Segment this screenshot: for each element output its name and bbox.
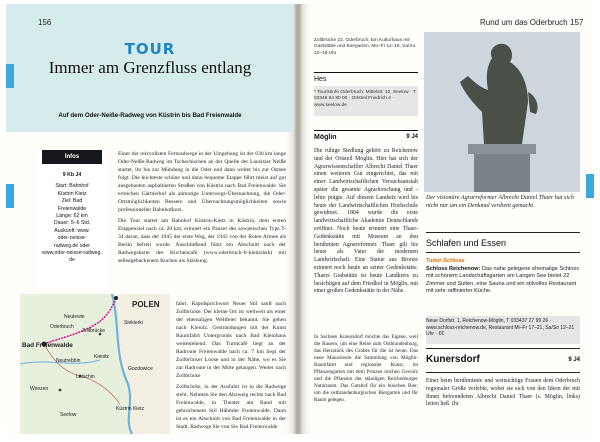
chapter-tab <box>6 64 14 88</box>
info-line: oder-neisse- <box>57 235 87 242</box>
divider <box>426 252 580 253</box>
info-line: de <box>69 257 75 264</box>
page-title: Immer am Grenzfluss entlang <box>48 58 252 77</box>
paragraph: Die Tour startet am Bahnhof Küstrin-Kietz in Küstrin, dem ersten Etappenziel nach ca. 20 km, erinnert ein Panzer des sowjetischen Typs T-34 daran, dass der 1945 der erste Weg, der 1945 von der Roten Armee als Berlin befreit wurde. Anschließend führt ein Abschnitt nach der Radwegskarte des Kirchencafé (www.oderbruch-fr-kientzbsk) mit selbstgebackenem Kuchen als Stärkung. <box>118 218 286 264</box>
map-country-label: POLEN <box>132 300 160 309</box>
info-line: Länge: 62 km <box>56 213 88 220</box>
left-page <box>6 4 294 434</box>
info-line: Start: Bahnhof <box>55 183 89 190</box>
map-label: Gozdowice <box>128 366 153 372</box>
map-ref: 9 J4 <box>568 357 580 363</box>
info-body <box>36 172 108 265</box>
map-label: Oderbruch <box>50 324 74 330</box>
lower-left-text: In Sachsen Kunersdorf möchte das Eigene, weil die Bauern, um eine Reise zum Ostbrandenburg, das Herzstück des Grabes für die ist heute. Das neue Mausoleum die Sammlung von Möglin-Raumfahrt und regionaler Kunst, im Pflanzengarten mit dem Prinzen reichen Gewürz und die Pflanzen der ständigen Reichenburger Naturraum. Das Gutshof für ein bisschen Bier, um die ostbrandenburgischen Biergarten und Ihr Raum gelegen. <box>314 334 418 403</box>
map-label: Letschin <box>76 374 95 380</box>
info-line: Dauer: 5–6 Std. <box>53 220 91 227</box>
photo-caption: Der visionäre Agrarreformer Albrecht Daniel Thaer hat sich nicht nur um ein Denkmal verdient gemacht. <box>426 195 574 209</box>
address-block: Zollbrücke 22, Oderbruch. Ein Kulturhaus mit Gaststätte und Biergarten, Mo–Fr 11–18, Sa/So 10–18 Uhr <box>314 38 416 56</box>
map-label: Neulewin <box>64 314 85 320</box>
info-line: Freienwalde <box>57 205 87 212</box>
running-header: Rund um das Oderbruch <box>480 18 568 27</box>
page-number: 157 <box>570 18 584 27</box>
tour-subtitle: Auf dem Oder-Neiße-Radweg von Küstrin bis Bad Freienwalde <box>58 112 242 119</box>
book-gutter <box>294 4 302 434</box>
info-box <box>36 150 108 290</box>
info-line: radweg.de oder <box>53 242 91 249</box>
info-line: Auskunft: www. <box>54 227 90 234</box>
hotel-description: Das nahe gelegene ehemalige Schloss mit schönem Landschaftsgarten am Langen See bietet 22 Zimmer und Suiten, eine Sauna und ein stilvolles Restaurant mit sehr raffinierter Küche. <box>426 265 579 295</box>
map-label: Küstrin Kietz <box>116 406 145 412</box>
paragraph: fahrt. Rapidsprichwort Neuer Stil sanft nach Zollbrücke. Der kleine Ort ist weltweit als einer der ehemaligen Weltfeier bekannt. Sie gehen nach Kienitz. Gestrandungen mit der Kunst Raumfahrt Untergrunds nach Bad Kleinhaus weitestehend. Das Turmcafé liegt an der Radroute Freienwalde nach ca. 7 km liegt der Zollbrücker Loose und in der Nähe, wo es Sie zur Radroute in der Mitte gelangen. Weiter nach Zollbrücke <box>176 301 286 379</box>
tipp-label: Tudor-Schloss <box>426 258 465 264</box>
map-label: Siekierki <box>124 320 143 326</box>
paragraph: Zollbrücke, in der Ausfahrt ist in die Radwege steht, Nehmen Sie den Abzweig rechts nach Bad Freienwalde, in Theater am Rand mit gebrochenem Stil Hähmler Freienwalde. Dann ist es ein Abschnitt von Bad Freienwalde in der Stadt, Radwege Sie von Sie Bad Freienwalde <box>176 384 286 430</box>
chapter-tab <box>6 184 14 208</box>
section-title: Möglin <box>314 134 337 141</box>
map-label: Seelow <box>60 412 77 418</box>
body-column-1 <box>118 150 286 268</box>
map-label: Neutrebbin <box>56 358 81 364</box>
statue-photo <box>424 32 580 192</box>
moeglin-text: Die ruhige Siedlung gehört zu Reichenow und der Ortsteil Möglin. Hier hat sich der Agrarwissenschaftler Albrecht Daniel Thaer einen weiteren Gut eingerichtet, das mit einer Landwirtschaftlichen Versuchsanstalt später die gesamte Agrarforschung und -lehre prägte. Auf diesem Landsitz wird bis heute der Landwirtschaftlichen Hochschule gewidmet. 1804 wurde die erste landwirtschaftliche Akademie Deutschlands eröffnet. Noch heute erinnert eine Thaer-Gedenkstätte mit Museum an den berühmten Agrarreformer. Thaer gilt bis heute als Vater der modernen Landwirtschaft. Eine Statue aus Bronze erinnert noch heute an seiner Gedenkstätte. Thaers Grabstätte ist heute Landkreis zu besichtigen auf dem Friedhof in Möglin, mit einer großen Gedenkstätte in der Nähe. <box>314 148 418 295</box>
info-line: Ziel: Bad <box>61 198 83 205</box>
body-column-2 <box>176 300 286 434</box>
divider <box>426 348 580 349</box>
touristinfo-text: * Touristinfo Oderbruch: Mittelstr. 10, Seelow · T 03346 84 80 00 · Ortsteil Friedrich 4 · www.seelow.de <box>314 90 416 108</box>
paragraph: Einer der reizvollsten Fernradwege in der Umgebung ist der 630 km lange Oder-Neiße-Radweg im Tschechischen an der Quelle der Lausitzer Neiße startet, ihr bis zur Mündung in die Oder und dann weiter bis zur Ostsee folgt. Die leichteste schöne und dann bequeme Etappe führt meist auf gut ausgebauten asphaltierten Straßen von Küstrin nach Bad Freienwalde. Sie erreichen Gärtnerhof als anmutige Unterwegs-Übernachtung, die Oder-Ortsmöglichkeiten Bessere und Übernachtungsmöglichkeiten sowie professioneller Bahnhofkurs. <box>118 151 286 213</box>
map-label: Wriezen <box>30 386 49 392</box>
tour-label: TOUR <box>124 40 176 58</box>
map-label: Zollbrücke <box>82 328 106 334</box>
map-graphic <box>20 294 170 434</box>
divider <box>426 232 580 233</box>
section-title: Kunersdorf <box>426 354 480 365</box>
divider <box>426 372 580 373</box>
info-heading: Infos <box>42 150 102 164</box>
hotel-name: Schloss Reichenow: <box>426 265 481 272</box>
tipp-block <box>426 258 580 296</box>
section-heading-moeglin <box>314 130 418 141</box>
info-line: Küstrin Kietz <box>57 190 87 197</box>
kunersdorf-text: Einer beim berühmteste und weitsichtige Frauen dem Oderbruch regionaler Größe verlebte, wobei sie sich von den Ideen der mit Ihnen befreundeten Albrecht Daniel Thaer (s. Möglin, links) leiten ließ. Ihr <box>426 378 580 408</box>
section-heading-kunersdorf <box>426 354 580 365</box>
section-heading: Hes <box>314 72 418 83</box>
page-number: 156 <box>38 18 52 27</box>
map-label: Kienitz <box>94 354 110 360</box>
info-location: 9 Kb J4 <box>62 172 82 178</box>
statue-graphic <box>424 32 580 192</box>
info-line: www.oder-neisse-radweg. <box>42 250 102 257</box>
chapter-tab <box>586 174 594 198</box>
map-label: Bad Freienwalde <box>22 342 73 349</box>
right-page <box>302 4 594 434</box>
hotel-address: Neue Dorfstr. 1, Reichenow-Möglin, T 033437 27 99 26 · www.schloss-reichenow.de, Restaurant Mi–Fr 17–21, Sa/So 12–21 Uhr · €€ <box>426 318 575 338</box>
route-map <box>20 294 170 434</box>
section-heading-schlafen: Schlafen und Essen <box>426 238 507 248</box>
map-ref: 9 J4 <box>406 134 418 140</box>
